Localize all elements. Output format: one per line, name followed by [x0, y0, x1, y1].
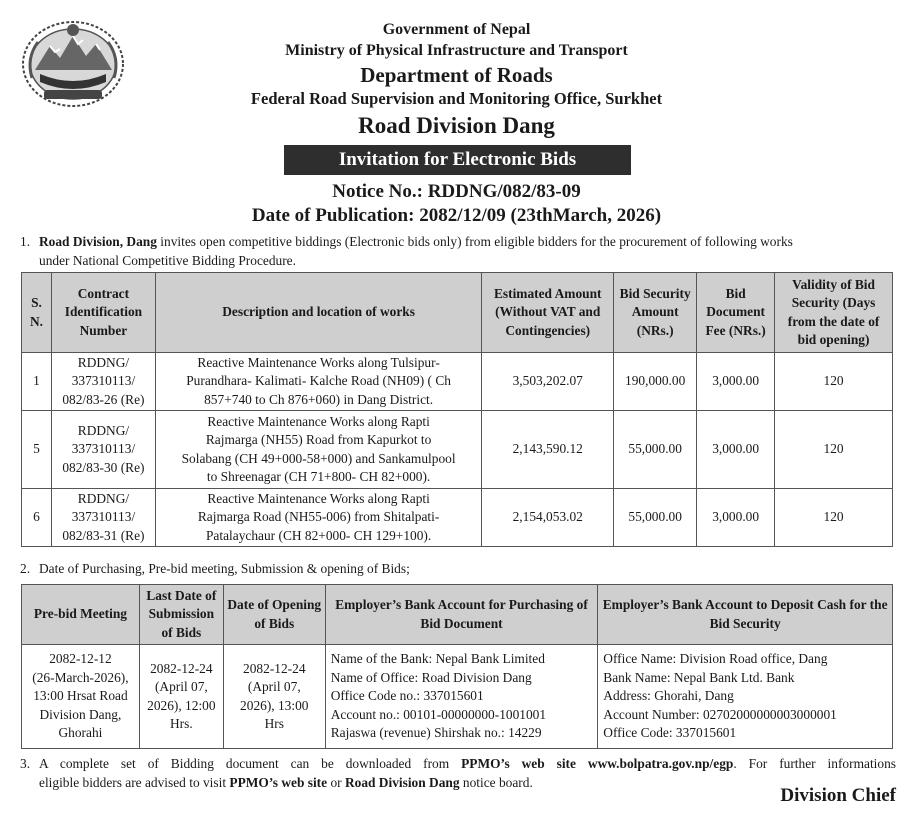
cell-sn: 6	[22, 489, 52, 547]
cell-prebid: 2082-12-12 (26-March-2026), 13:00 Hrsat Road Division Dang, Ghorahi	[22, 645, 140, 749]
paragraph-number: 3.	[20, 756, 31, 771]
cell-validity: 120	[775, 411, 893, 489]
header-sn: S. N.	[22, 273, 52, 353]
schedule-table	[21, 584, 893, 749]
cell-validity: 120	[775, 353, 893, 411]
paragraph-1	[20, 232, 896, 272]
cell-bid-security: 190,000.00	[614, 353, 697, 411]
header-prebid-meeting: Pre-bid Meeting	[22, 585, 140, 645]
header-office: Federal Road Supervision and Monitoring Office, Surkhet	[250, 89, 663, 108]
cell-deposit-account: Office Name: Division Road office, Dang Bank Name: Nepal Bank Ltd. Bank Address: Ghorahi, Dang Account Number: 02702000000003000001 Office Code: 337015601	[598, 645, 893, 749]
cell-description: Reactive Maintenance Works along Rapti Rajmarga Road (NH55-006) from Shitalpati- Patalaychaur (CH 82+000- CH 129+100).	[155, 489, 481, 547]
cell-opening-date: 2082-12-24 (April 07, 2026), 13:00 Hrs	[223, 645, 325, 749]
cell-bid-security: 55,000.00	[614, 489, 697, 547]
header-ministry: Ministry of Physical Infrastructure and Transport	[285, 42, 628, 59]
header-purchase-account: Employer’s Bank Account for Purchasing of Bid Document	[325, 585, 598, 645]
cell-validity: 120	[775, 489, 893, 547]
header-opening-date: Date of Opening of Bids	[223, 585, 325, 645]
bold-lead: Road Division, Dang	[39, 234, 157, 249]
paragraph-text: . For further informations	[733, 756, 896, 771]
notice-number: Notice No.: RDDNG/082/83-09	[332, 181, 581, 202]
header-bid-fee: Bid Document Fee (NRs.)	[697, 273, 775, 353]
cell-purchase-account: Name of the Bank: Nepal Bank Limited Name of Office: Road Division Dang Office Code no.: 337015601 Account no.: 00101-00000000-1001001 Rajaswa (revenue) Shirshak no.: 14229	[325, 645, 598, 749]
cell-bid-fee: 3,000.00	[697, 411, 775, 489]
paragraph-text: Date of Purchasing, Pre-bid meeting, Submission & opening of Bids;	[39, 561, 410, 576]
cell-contract-id: RDDNG/ 337310113/ 082/83-30 (Re)	[51, 411, 155, 489]
cell-contract-id: RDDNG/ 337310113/ 082/83-31 (Re)	[51, 489, 155, 547]
header-description: Description and location of works	[155, 273, 481, 353]
title-banner: Invitation for Electronic Bids	[284, 145, 631, 175]
cell-estimated-amount: 3,503,202.07	[482, 353, 614, 411]
division-ref: Road Division Dang	[344, 775, 460, 790]
table-row	[22, 489, 893, 547]
header-bid-security: Bid Security Amount (NRs.)	[614, 273, 697, 353]
paragraph-text: A complete set of Bidding document can be downloaded from	[39, 756, 462, 771]
paragraph-text: invites open competitive biddings (Electronic bids only) from eligible bidders for the procurement of following works	[156, 234, 793, 249]
header-contract-id: Contract Identification Number	[51, 273, 155, 353]
header-validity: Validity of Bid Security (Days from the date of bid opening)	[775, 273, 893, 353]
paragraph-text: notice board.	[459, 775, 533, 790]
cell-description: Reactive Maintenance Works along Tulsipur- Purandhara- Kalimati- Kalche Road (NH09) ( Ch 857+740 to Ch 876+060) in Dang District.	[155, 353, 481, 411]
header-last-date: Last Date of Submission of Bids	[139, 585, 223, 645]
cell-sn: 1	[22, 353, 52, 411]
table-row	[22, 645, 893, 749]
table-row	[22, 411, 893, 489]
paragraph-number: 2.	[20, 561, 31, 576]
header-department: Department of Roads	[360, 63, 553, 87]
ppmo-website-link: PPMO’s web site www.bolpatra.gov.np/egp	[461, 756, 734, 771]
cell-bid-fee: 3,000.00	[697, 353, 775, 411]
header-division: Road Division Dang	[358, 113, 555, 138]
signature-division-chief: Division Chief	[780, 785, 896, 806]
cell-sn: 5	[22, 411, 52, 489]
cell-estimated-amount: 2,154,053.02	[482, 489, 614, 547]
cell-contract-id: RDDNG/ 337310113/ 082/83-26 (Re)	[51, 353, 155, 411]
header-estimated-amount: Estimated Amount (Without VAT and Contingencies)	[482, 273, 614, 353]
paragraph-2	[20, 559, 896, 579]
cell-last-date: 2082-12-24 (April 07, 2026), 12:00 Hrs.	[139, 645, 223, 749]
cell-bid-fee: 3,000.00	[697, 489, 775, 547]
cell-bid-security: 55,000.00	[614, 411, 697, 489]
publication-date: Date of Publication: 2082/12/09 (23thMarch, 2026)	[251, 205, 662, 226]
cell-estimated-amount: 2,143,590.12	[482, 411, 614, 489]
ppmo-website-ref: PPMO’s web site	[229, 775, 328, 790]
table-row	[22, 353, 893, 411]
paragraph-3	[20, 754, 896, 794]
paragraph-text: eligible bidders are advised to visit	[39, 775, 230, 790]
header-deposit-account: Employer’s Bank Account to Deposit Cash for the Bid Security	[598, 585, 893, 645]
paragraph-text: under National Competitive Bidding Procedure.	[39, 253, 296, 268]
paragraph-text: or	[327, 775, 345, 790]
header-government: Government of Nepal	[382, 21, 531, 38]
works-table	[21, 272, 893, 547]
cell-description: Reactive Maintenance Works along Rapti Rajmarga (NH55) Road from Kapurkot to Solabang (CH 49+000-58+000) and Sankamulpool to Shreenagar (CH 71+800- CH 82+000).	[155, 411, 481, 489]
paragraph-number: 1.	[20, 234, 31, 249]
